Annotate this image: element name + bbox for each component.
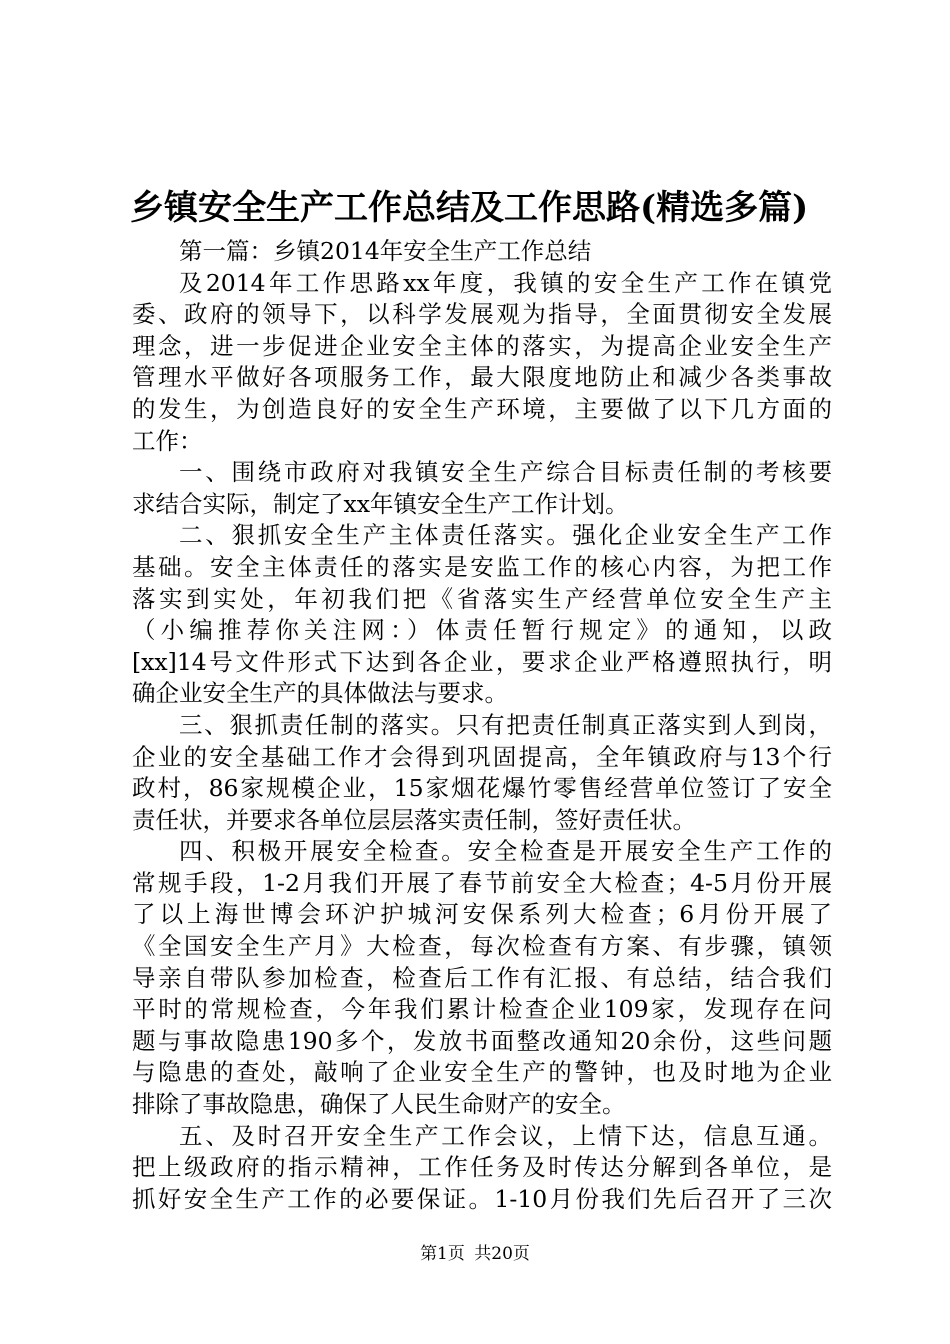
page-footer (0, 1243, 950, 1265)
text-line: 的发生，为创造良好的安全生产环境，主要做了以下几方面的 (132, 394, 832, 423)
text-line: 题与事故隐患190多个，发放书面整改通知20余份，这些问题 (132, 1026, 832, 1055)
text-line: 委、政府的领导下，以科学发展观为指导，全面贯彻安全发展 (132, 300, 832, 329)
text-line: 《全国安全生产月》大检查，每次检查有方案、有步骤，镇领 (132, 932, 832, 961)
text-line: 落实到实处，年初我们把《省落实生产经营单位安全生产主 (132, 584, 832, 613)
text-line: 工作： (132, 426, 203, 455)
text-line: 三、狠抓责任制的落实。只有把责任制真正落实到人到岗， (179, 710, 832, 739)
text-line: 第一篇：乡镇2014年安全生产工作总结 (179, 237, 592, 265)
text-line: 导亲自带队参加检查，检查后工作有汇报、有总结，结合我们 (132, 963, 832, 992)
document-title: 乡镇安全生产工作总结及工作思路(精选多篇) (130, 188, 809, 228)
text-line: 及2014年工作思路xx年度，我镇的安全生产工作在镇党 (179, 268, 832, 297)
text-line: 责任状，并要求各单位层层落实责任制，签好责任状。 (132, 805, 696, 834)
text-line: 求结合实际，制定了xx年镇安全生产工作计划。 (132, 489, 629, 518)
text-line: 常规手段，1-2月我们开展了春节前安全大检查；4-5月份开展 (132, 868, 832, 897)
text-line: 管理水平做好各项服务工作，最大限度地防止和减少各类事故 (132, 363, 832, 392)
text-line: 确企业安全生产的具体做法与要求。 (132, 679, 508, 708)
text-line: 一、围绕市政府对我镇安全生产综合目标责任制的考核要 (179, 458, 832, 487)
text-line: 五、及时召开安全生产工作会议，上情下达，信息互通。 (179, 1121, 832, 1150)
text-line: 四、积极开展安全检查。安全检查是开展安全生产工作的 (179, 837, 832, 866)
text-line: 排除了事故隐患，确保了人民生命财产的安全。 (132, 1090, 626, 1119)
text-line: 了以上海世博会环沪护城河安保系列大检查；6月份开展了 (132, 900, 832, 929)
text-line: （小编推荐你关注网：）体责任暂行规定》的通知，以政 (132, 616, 832, 645)
text-line: 二、狠抓安全生产主体责任落实。强化企业安全生产工作 (179, 521, 832, 550)
page-total: 共20页 (474, 1244, 530, 1264)
text-line: 基础。安全主体责任的落实是安监工作的核心内容，为把工作 (132, 552, 832, 581)
text-line: 理念，进一步促进企业安全主体的落实，为提高企业安全生产 (132, 331, 832, 360)
text-line: 抓好安全生产工作的必要保证。1-10月份我们先后召开了三次 (132, 1184, 832, 1213)
text-line: [xx]14号文件形式下达到各企业，要求企业严格遵照执行，明 (132, 647, 832, 676)
text-line: 把上级政府的指示精神，工作任务及时传达分解到各单位，是 (132, 1153, 832, 1182)
text-line: 政村，86家规模企业，15家烟花爆竹零售经营单位签订了安全 (132, 774, 832, 803)
text-line: 平时的常规检查，今年我们累计检查企业109家，发现存在问 (132, 995, 832, 1024)
page-number: 第1页 (420, 1244, 465, 1264)
text-line: 企业的安全基础工作才会得到巩固提高，全年镇政府与13个行 (132, 742, 832, 771)
text-line: 与隐患的查处，敲响了企业安全生产的警钟，也及时地为企业 (132, 1058, 832, 1087)
document-body (132, 236, 832, 1215)
